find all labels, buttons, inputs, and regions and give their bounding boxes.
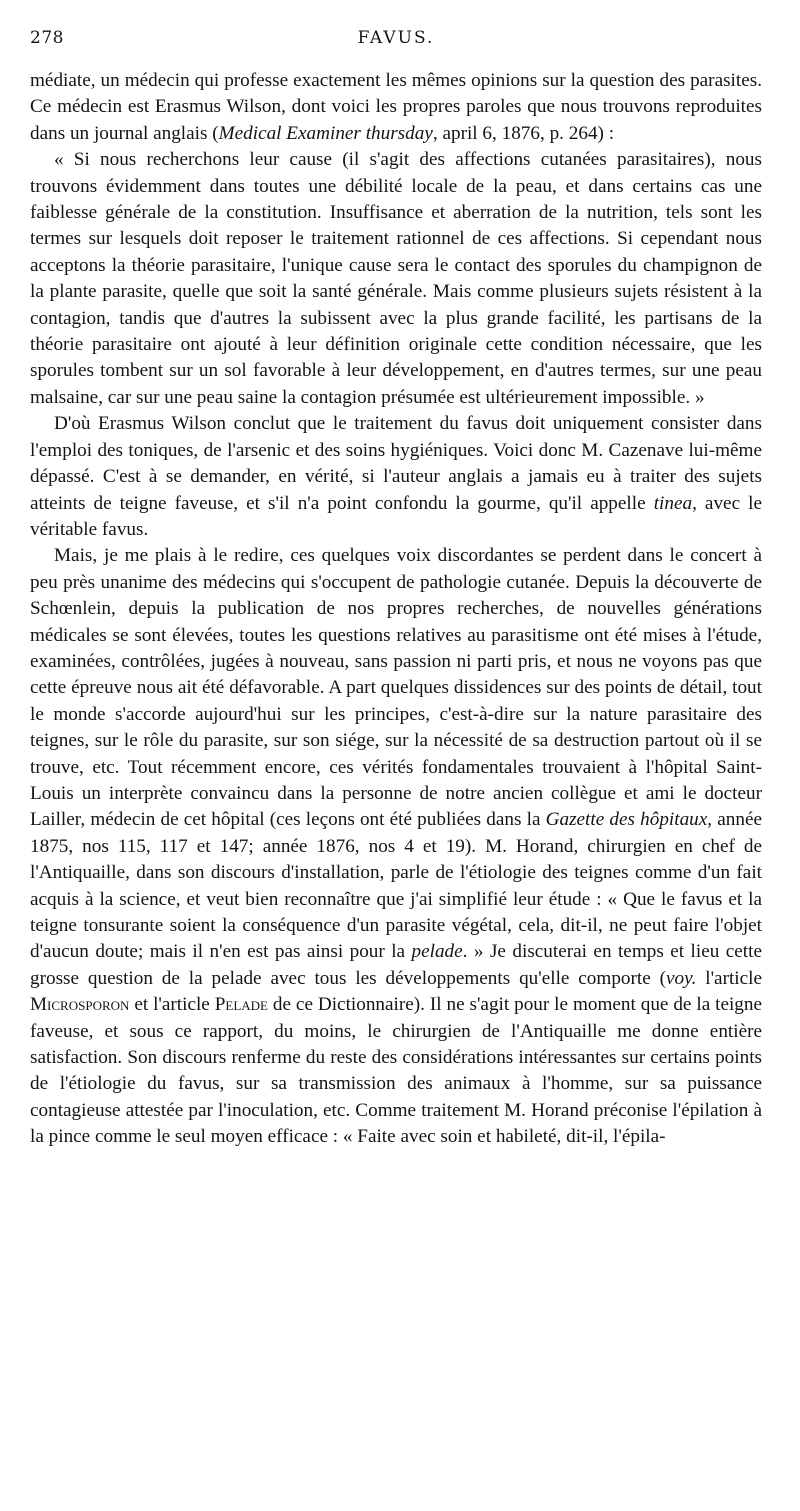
paragraph	[30, 411, 762, 543]
text-run: , année 1875, nos 115, 117 et 147; année 1876, nos 4 et 19). M. Horand, chirurgien en chef de l'Antiquaille, dans son discours d'installation, parle de l'étiologie des teignes comme d'un fait acquis à la science, et veut bien reconnaître que j'ai simplifié leur étude : « Que le favus et la teigne tonsurante soient la conséquence d'un parasite végétal, cela, dit-il, ne peut faire l'objet d'aucun doute; mais il n'en est pas ainsi pour la	[30, 809, 762, 963]
text-run: « Si nous recherchons leur cause (il s'agit des affections cutanées parasitaires), nous trouvons évidemment dans toutes une débilité locale de la peau, et dans certains cas une faiblesse générale de la constitution. Insuffisance et aberration de la nutrition, tels sont les termes sur lesquels doit reposer le traitement rationnel de ces affections. Si cependant nous acceptons la théorie parasitaire, l'unique cause sera le contact des sporules du champignon de la plante parasite, quelle que soit la santé générale. Mais comme plusieurs sujets résistent à la contagion, tandis que d'autres la subissent avec la plus grande facilité, les partisans de la théorie parasitaire ont ajouté à leur définition originale cette condition nécessaire, que les sporules tombent sur un sol favorable à leur développement, en d'autres termes, sur une peau malsaine, car sur une peau saine la contagion présumée est ultérieurement impossible. »	[30, 149, 762, 408]
italic-text: Gazette des hôpitaux	[545, 809, 708, 831]
page	[30, 28, 762, 1151]
italic-text: Medical Examiner thursday	[218, 122, 433, 144]
italic-text: voy.	[666, 967, 697, 989]
paragraph	[30, 543, 762, 1150]
text-run: D'où Erasmus Wilson conclut que le traitement du favus doit uniquement consister dans l'emploi des toniques, de l'arsenic et des soins hygiéniques. Voici donc M. Cazenave lui-même dépassé. C'est à se demander, en vérité, si l'auteur anglais a jamais eu à traiter des sujets atteints de teigne faveuse, et s'il n'a point confondu la gourme, qu'il appelle	[30, 413, 762, 514]
page-number: 278	[30, 28, 64, 48]
italic-text: tinea	[653, 492, 693, 514]
text-run: et l'article	[129, 994, 215, 1016]
small-caps-text: Pelade	[214, 994, 268, 1016]
text-run: . » Je discuterai en temps et lieu cette grosse question de la pelade avec tous les développements qu'elle comporte (	[30, 941, 762, 989]
italic-text: pelade	[411, 941, 463, 963]
running-title: FAVUS.	[357, 28, 435, 48]
text-run: , april 6, 1876, p. 264) :	[432, 122, 615, 144]
text-run: Mais, je me plais à le redire, ces quelques voix discordantes se perdent dans le concert à peu près unanime des médecins qui s'occupent de pathologie cutanée. Depuis la découverte de Schœnlein, depuis la publication de nos propres recherches, de nouvelles générations médicales se sont élevées, toutes les questions relatives au parasitisme ont été mises à l'étude, examinées, contrôlées, jugées à nouveau, sans passion ni parti pris, et nous ne voyons pas que cette épreuve nous ait été défavorable. A part quelques dissidences sur des points de détail, tout le monde s'accorde aujourd'hui sur les principes, c'est-à-dire sur la nature parasitaire des teignes, sur le rôle du parasite, sur son siége, sur la nécessité de sa destruction partout où il se trouve, etc. Tout récemment encore, ces vérités fondamentales trouvaient à l'hôpital Saint-Louis un interprète convaincu dans la personne de notre ancien collègue et ami le docteur Lailler, médecin de cet hôpital (ces leçons ont été publiées dans la	[30, 545, 762, 831]
body-text	[30, 68, 762, 1151]
running-head	[30, 28, 762, 58]
text-run: l'article	[696, 967, 762, 989]
text-run: , avec le véritable favus.	[30, 492, 763, 540]
paragraph	[30, 147, 762, 411]
text-run: de ce Dictionnaire). Il ne s'agit pour le moment que de la teigne faveuse, et sous ce rapport, du moins, le chirurgien de l'Antiquaille me donne entière satisfaction. Son discours renferme du reste des considérations intéressantes sur certains points de l'étiologie du favus, sur sa transmission des animaux à l'homme, sur sa puissance contagieuse attestée par l'inoculation, etc. Comme traitement M. Horand préconise l'épilation à la pince comme le seul moyen efficace : « Faite avec soin et habileté, dit-il, l'épila-	[30, 994, 762, 1148]
text-run: médiate, un médecin qui professe exactement les mêmes opinions sur la question des parasites. Ce médecin est Erasmus Wilson, dont voici les propres paroles que nous trouvons reproduites dans un journal anglais (	[30, 70, 762, 144]
paragraph	[30, 68, 762, 147]
small-caps-text: Microsporon	[30, 994, 130, 1016]
